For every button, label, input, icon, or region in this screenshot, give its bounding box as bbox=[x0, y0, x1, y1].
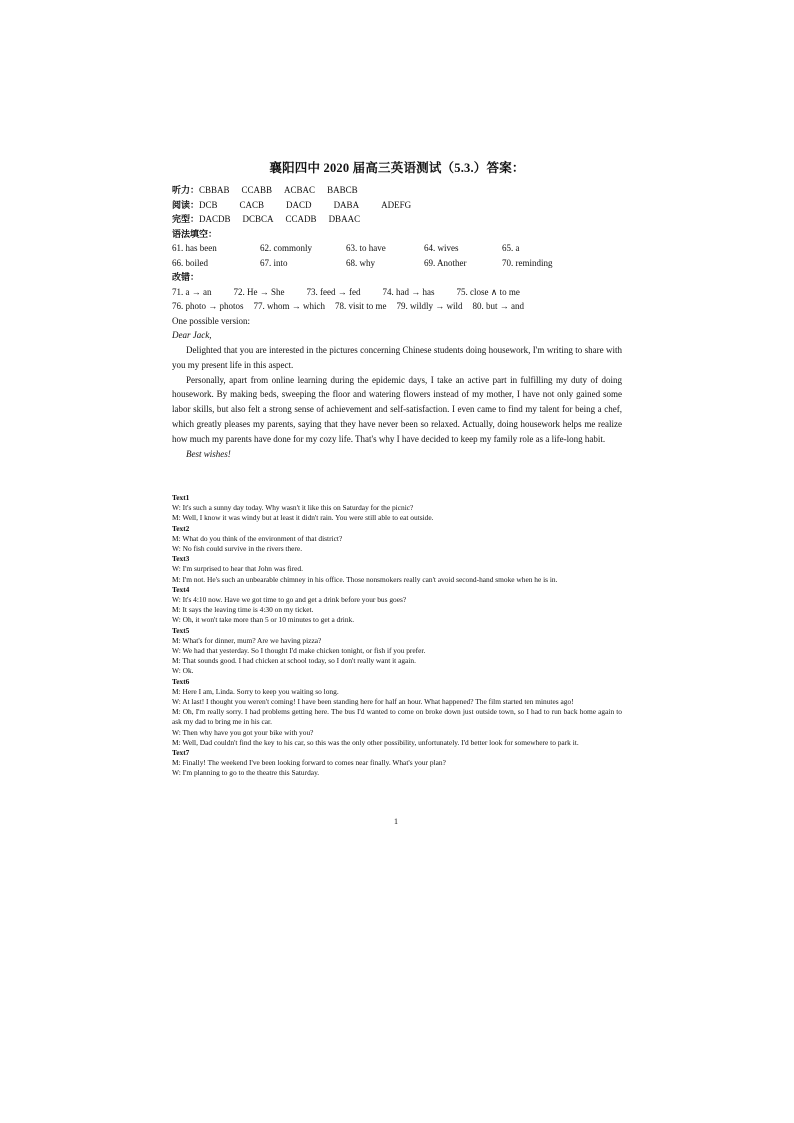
answer-group: DCBCA bbox=[242, 214, 274, 224]
answer-group: ADEFG bbox=[381, 199, 412, 210]
transcript-heading: Text7 bbox=[172, 748, 190, 758]
transcript-line: M: Well, Dad couldn't find the key to his car, so this was the only other possibility, unfortunately. I'd better look for somewhere to park it. bbox=[172, 737, 579, 747]
grammar-answer: 61. has been bbox=[172, 243, 217, 253]
essay-intro: One possible version: bbox=[172, 315, 250, 326]
correction-answer: 75. close ∧ to me bbox=[456, 286, 520, 297]
grammar-answer: 69. Another bbox=[424, 257, 467, 268]
transcript-line: W: Then why have you got your bike with you? bbox=[172, 727, 314, 737]
correction-label-text: 改错： bbox=[172, 272, 200, 282]
answer-sheet bbox=[172, 158, 622, 461]
transcript-line: M: It says the leaving time is 4:30 on my ticket. bbox=[172, 605, 314, 615]
listening-transcript bbox=[172, 493, 622, 779]
answers-cloze bbox=[172, 212, 622, 227]
grammar-label bbox=[172, 227, 622, 242]
transcript-line: W: Ok. bbox=[172, 666, 194, 676]
transcript-heading: Text4 bbox=[172, 584, 190, 594]
correction-answer: 78. visit to me bbox=[335, 301, 387, 311]
transcript-heading: Text1 bbox=[172, 493, 190, 502]
correction-label bbox=[172, 270, 622, 285]
correction-answer: 80. but → and bbox=[472, 301, 525, 311]
grammar-answer: 66. boiled bbox=[172, 257, 208, 268]
answers-reading bbox=[172, 198, 622, 213]
grammar-answer: 65. a bbox=[502, 243, 520, 253]
grammar-row-2 bbox=[172, 256, 622, 271]
transcript-line: M: That sounds good. I had chicken at school today, so I don't really want it again. bbox=[172, 656, 416, 666]
grammar-answer: 70. reminding bbox=[502, 257, 553, 268]
page-number: 1 bbox=[394, 817, 398, 826]
sample-essay bbox=[172, 314, 622, 462]
answer-group: ACBAC bbox=[284, 185, 316, 195]
answer-group: DACDB bbox=[199, 214, 231, 224]
answer-group: CCADB bbox=[285, 214, 317, 224]
grammar-answer: 62. commonly bbox=[260, 243, 312, 253]
transcript-line: M: Well, I know it was windy but at least it didn't rain. You were still able to eat outside. bbox=[172, 513, 434, 523]
answer-group: BABCB bbox=[327, 185, 358, 195]
transcript-line: W: We had that yesterday. So I thought I'd make chicken tonight, or fish if you prefer. bbox=[172, 646, 426, 656]
correction-answer: 72. He → She bbox=[233, 286, 285, 297]
transcript-heading: Text5 bbox=[172, 625, 190, 635]
grammar-answer: 63. to have bbox=[346, 243, 386, 253]
answers-label: 阅读： bbox=[172, 199, 200, 210]
answer-group: DABA bbox=[333, 199, 360, 210]
correction-answer: 74. had → has bbox=[382, 286, 435, 297]
essay-paragraph-2: Personally, apart from online learning during the epidemic days, I take an active part in fulfilling my duty of doing housework. By making beds, sweeping the floor and watering flowers instead of my mother, I have not only gained some labor skills, but also felt a strong sense of achievement and self-satisfaction. I even came to find my talent for being a chef, which greatly pleases my parents, saying that they have never been so relaxed. Actually, doing housework helps me realize how much my parents have done for my cozy life. That's why I have decided to keep my family role as a life-long habit. bbox=[172, 374, 622, 444]
correction-answer: 79. wildly → wild bbox=[396, 301, 463, 311]
essay-greeting: Dear Jack, bbox=[172, 330, 212, 341]
transcript-line: M: Oh, I'm really sorry. I had problems getting here. The bus I'd wanted to come on broke down just outside town, so I had to run back home again to ask my dad to bring me in his car. bbox=[172, 707, 622, 727]
correction-answer: 73. feed → fed bbox=[306, 286, 361, 297]
transcript-line: M: I'm not. He's such an unbearable chimney in his office. Those nonsmokers really can't avoid second-hand smoke when he is in. bbox=[172, 574, 558, 584]
transcript-line: W: I'm surprised to hear that John was fired. bbox=[172, 564, 303, 574]
correction-answer: 77. whom → which bbox=[253, 301, 326, 311]
answer-group: DBAAC bbox=[328, 214, 361, 224]
transcript-heading: Text2 bbox=[172, 523, 190, 533]
page-title: 襄阳四中 2020 届高三英语测试（5.3.）答案： bbox=[269, 161, 525, 175]
answer-group: CACB bbox=[239, 199, 265, 210]
answers-listening bbox=[172, 183, 622, 198]
answers-label: 听力： bbox=[172, 185, 200, 195]
transcript-line: M: What's for dinner, mum? Are we having pizza? bbox=[172, 635, 322, 645]
correction-row-2 bbox=[172, 299, 622, 314]
transcript-line: W: It's such a sunny day today. Why wasn't it like this on Saturday for the picnic? bbox=[172, 503, 414, 513]
essay-paragraph-1: Delighted that you are interested in the pictures concerning Chinese students doing housework, I'm writing to share with you my present life in this aspect. bbox=[172, 345, 622, 370]
transcript-line: W: No fish could survive in the rivers there. bbox=[172, 544, 303, 554]
grammar-row-1 bbox=[172, 241, 622, 256]
answer-group: DACD bbox=[286, 199, 312, 210]
transcript-line: M: What do you think of the environment of that district? bbox=[172, 533, 343, 543]
essay-closing: Best wishes! bbox=[186, 448, 231, 459]
answer-group: DCB bbox=[199, 199, 218, 210]
transcript-line: W: At last! I thought you weren't coming! I have been standing here for half an hour. What happened? The film started ten minutes ago! bbox=[172, 697, 574, 707]
transcript-heading: Text6 bbox=[172, 676, 190, 686]
correction-answer: 76. photo → photos bbox=[172, 301, 244, 311]
transcript-line: W: Oh, it won't take more than 5 or 10 minutes to get a drink. bbox=[172, 615, 355, 625]
answer-group: CCABB bbox=[241, 185, 273, 195]
correction-row-1 bbox=[172, 285, 622, 300]
grammar-answer: 67. into bbox=[260, 257, 288, 268]
transcript-line: M: Here I am, Linda. Sorry to keep you waiting so long. bbox=[172, 686, 339, 696]
correction-answer: 71. a → an bbox=[172, 286, 212, 297]
grammar-answer: 64. wives bbox=[424, 243, 459, 253]
transcript-line: M: Finally! The weekend I've been looking forward to comes near finally. What's your plan? bbox=[172, 758, 446, 768]
transcript-heading: Text3 bbox=[172, 554, 190, 564]
transcript-line: W: I'm planning to go to the theatre this Saturday. bbox=[172, 768, 320, 778]
transcript-line: W: It's 4:10 now. Have we got time to go and get a drink before your bus goes? bbox=[172, 595, 407, 605]
grammar-answer: 68. why bbox=[346, 257, 375, 268]
answer-group: CBBAB bbox=[199, 185, 230, 195]
answers-label: 完型： bbox=[172, 214, 200, 224]
grammar-label-text: 语法填空： bbox=[172, 228, 218, 239]
